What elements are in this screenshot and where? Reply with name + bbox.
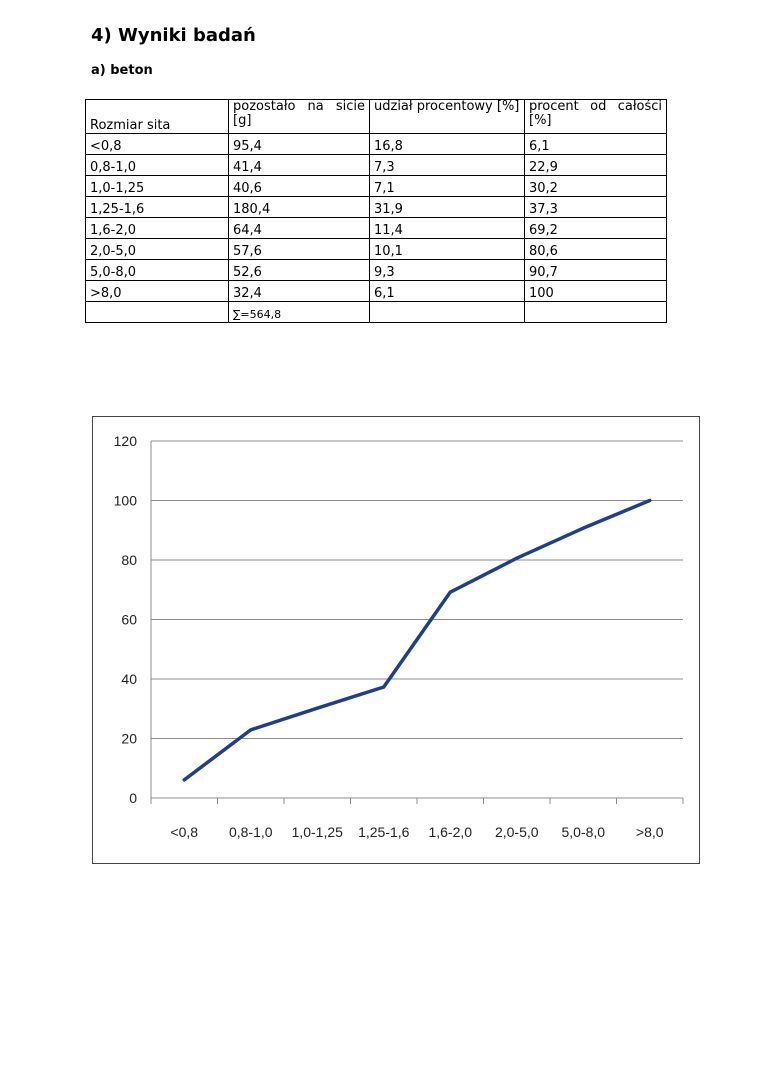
- table-row: [86, 134, 667, 155]
- x-tick-label: <0,8: [170, 824, 199, 840]
- cell-sieve-size: <0,8: [86, 134, 229, 155]
- cell-retained-mass: 64,4: [229, 218, 370, 239]
- x-tick-label: 1,6-2,0: [428, 824, 473, 840]
- y-tick-label: 60: [121, 611, 137, 628]
- cumulative-percent-chart: [93, 417, 699, 863]
- y-tick-label: 40: [121, 671, 137, 687]
- chart-frame: [92, 416, 700, 864]
- cell-percent-share: 11,4: [370, 218, 525, 239]
- data-point: [449, 591, 452, 594]
- y-tick-label: 20: [121, 730, 137, 747]
- subsection-heading: a) beton: [91, 63, 153, 78]
- cell-retained-mass: 57,6: [229, 239, 370, 260]
- cell-sieve-size: 1,6-2,0: [86, 218, 229, 239]
- cell-empty: [86, 302, 229, 323]
- x-tick-label: 0,8-1,0: [228, 824, 273, 840]
- data-point: [249, 728, 252, 731]
- cell-percent-share: 10,1: [370, 239, 525, 260]
- y-tick-label: 120: [113, 433, 137, 449]
- series-line: [184, 501, 650, 780]
- y-tick-label: 80: [121, 552, 137, 568]
- header-retained-mass: pozostało na sicie [g]: [229, 100, 370, 134]
- cell-empty: [370, 302, 525, 323]
- table-row: [86, 281, 667, 302]
- table-row: [86, 239, 667, 260]
- cell-cumulative-percent: 80,6: [525, 239, 667, 260]
- cell-cumulative-percent: 69,2: [525, 218, 667, 239]
- data-point: [316, 707, 319, 710]
- x-tick-label: 1,0-1,25: [291, 824, 343, 840]
- cell-sieve-size: 1,0-1,25: [86, 176, 229, 197]
- table-sum-row: [86, 302, 667, 323]
- cell-retained-mass: 41,4: [229, 155, 370, 176]
- cell-cumulative-percent: 90,7: [525, 260, 667, 281]
- cell-percent-share: 16,8: [370, 134, 525, 155]
- cell-empty: [525, 302, 667, 323]
- table-row: [86, 155, 667, 176]
- section-heading: 4) Wyniki badań: [91, 25, 256, 46]
- cell-percent-share: 7,1: [370, 176, 525, 197]
- cell-cumulative-percent: 30,2: [525, 176, 667, 197]
- cell-cumulative-percent: 37,3: [525, 197, 667, 218]
- cell-cumulative-percent: 6,1: [525, 134, 667, 155]
- table-row: [86, 260, 667, 281]
- x-tick-label: 2,0-5,0: [494, 824, 539, 840]
- table-row: [86, 218, 667, 239]
- data-point: [183, 778, 186, 781]
- cell-sum-total: ∑=564,8: [229, 302, 370, 323]
- cell-sieve-size: 5,0-8,0: [86, 260, 229, 281]
- cell-sieve-size: 0,8-1,0: [86, 155, 229, 176]
- data-point: [582, 527, 585, 530]
- table-row: [86, 176, 667, 197]
- cell-retained-mass: 52,6: [229, 260, 370, 281]
- cell-retained-mass: 180,4: [229, 197, 370, 218]
- cell-percent-share: 6,1: [370, 281, 525, 302]
- cell-retained-mass: 40,6: [229, 176, 370, 197]
- header-percent-share: udział procentowy [%]: [370, 100, 525, 134]
- x-tick-label: >8,0: [635, 824, 664, 840]
- cell-cumulative-percent: 22,9: [525, 155, 667, 176]
- table-row: [86, 197, 667, 218]
- y-tick-label: 100: [113, 492, 137, 509]
- cell-cumulative-percent: 100: [525, 281, 667, 302]
- cell-percent-share: 9,3: [370, 260, 525, 281]
- cell-sieve-size: 1,25-1,6: [86, 197, 229, 218]
- data-point: [382, 685, 385, 688]
- x-tick-label: 5,0-8,0: [561, 824, 606, 840]
- table-header-row: [86, 100, 667, 134]
- cell-percent-share: 7,3: [370, 155, 525, 176]
- sieve-results-table: [85, 99, 667, 323]
- cell-sieve-size: 2,0-5,0: [86, 239, 229, 260]
- x-tick-label: 1,25-1,6: [358, 824, 410, 840]
- cell-retained-mass: 32,4: [229, 281, 370, 302]
- cell-retained-mass: 95,4: [229, 134, 370, 155]
- cell-sieve-size: >8,0: [86, 281, 229, 302]
- header-sieve-size: Rozmiar sita: [86, 100, 229, 134]
- cell-percent-share: 31,9: [370, 197, 525, 218]
- data-point: [648, 499, 651, 502]
- header-cumulative-percent: procent od całości [%]: [525, 100, 667, 134]
- data-point: [515, 557, 518, 560]
- y-tick-label: 0: [129, 790, 137, 806]
